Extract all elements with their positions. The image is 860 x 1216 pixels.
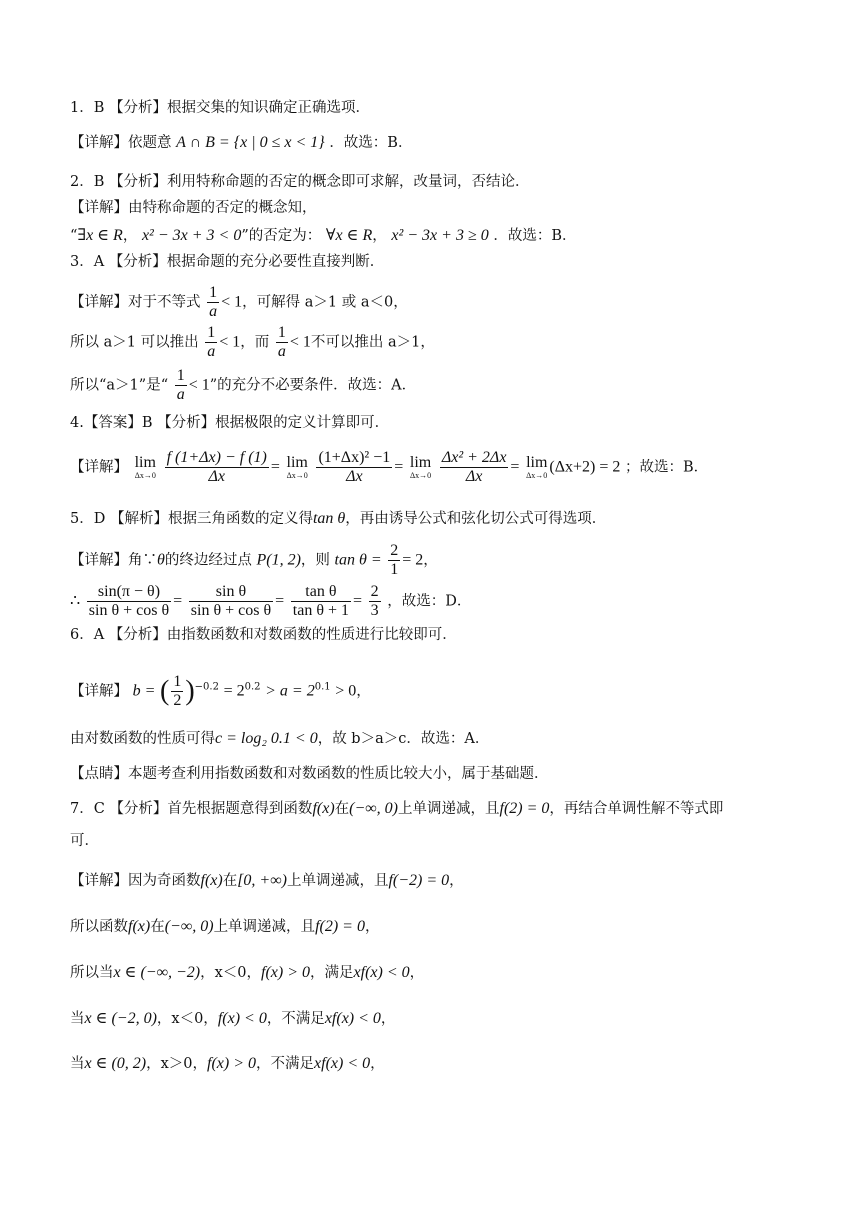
inequality-original: x² − 3x + 3 < 0 <box>141 227 242 244</box>
denominator: tan θ + 1 <box>292 602 350 619</box>
q5-analysis <box>70 509 606 529</box>
comma: ， <box>356 683 371 700</box>
q6-log-compare <box>70 729 489 749</box>
f-of-x-sign: f(x) > 0 <box>261 964 311 981</box>
log-expression: c = log₂ 0.1 < 0 <box>215 730 318 747</box>
q7-step-3 <box>70 1009 395 1029</box>
step-text-a: 所以当 <box>70 965 114 981</box>
gt-a-equals-2: > a = 2 <box>265 682 315 700</box>
equals: = <box>353 592 363 610</box>
exponent-0-1: 0.1 <box>314 681 331 693</box>
equals: = <box>270 458 280 476</box>
q4-detail-label: 【详解】 <box>70 459 128 476</box>
lim-sub: Δx→0 <box>409 471 432 480</box>
less-than-one: < 1 <box>219 333 241 351</box>
limit-3 <box>410 455 431 480</box>
exponent: −0.2 <box>194 681 219 693</box>
gt-zero: > 0 <box>335 682 357 700</box>
equals: = <box>275 592 285 610</box>
lim: lim <box>409 454 432 471</box>
q2-analysis: 2．B 【分析】利用特称命题的否定的概念即可求解，改量词，否结论． <box>70 174 530 190</box>
numerator: sin θ <box>215 583 247 600</box>
denominator: a <box>209 303 218 320</box>
conclusion-text: 所以“a＞1”是“ <box>70 377 169 394</box>
q7-analysis-cont: 可． <box>70 833 99 849</box>
comma: ， <box>370 1056 385 1072</box>
point-p: P(1, 2) <box>256 551 301 569</box>
limit-1 <box>135 455 156 480</box>
at-text: 在 <box>150 919 165 935</box>
q4-answer: ；故选：B． <box>625 459 709 476</box>
numerator: 1 <box>209 284 218 301</box>
fraction-1-over-a <box>205 324 217 361</box>
equals: = <box>394 458 404 476</box>
q2-detail: 【详解】由特称命题的否定的概念知， <box>70 200 317 216</box>
q5-computation <box>70 583 471 620</box>
satisfy-text: ，满足 <box>310 965 354 981</box>
xf-of-x: xf(x) < 0 <box>324 1010 381 1027</box>
q4-analysis: 4.【答案】B 【分析】根据极限的定义计算即可． <box>70 415 390 431</box>
xf-of-x: xf(x) < 0 <box>314 1055 371 1072</box>
comma: ， <box>423 552 438 569</box>
numerator: 2 <box>370 583 379 600</box>
numerator: 2 <box>390 542 399 559</box>
lim: lim <box>134 454 156 471</box>
xf-of-x: xf(x) < 0 <box>353 964 410 981</box>
denominator: a <box>176 386 185 403</box>
q6-answer: ，故 b＞a＞c．故选：A． <box>317 731 490 747</box>
then-text: ，则 <box>300 552 330 569</box>
denominator: Δx <box>440 467 509 486</box>
theta: θ <box>157 551 165 569</box>
x-in-interval: x ∈ (0, 2) <box>84 1055 147 1072</box>
q6-detail <box>70 673 371 710</box>
negation-text: ”的否定为： <box>241 228 322 244</box>
q7-step-2 <box>70 963 424 983</box>
therefore-symbol: ∴ <box>70 592 81 610</box>
denominator: Δx <box>316 467 392 486</box>
implication-text: 所以 a＞1 可以推出 <box>70 334 199 351</box>
numerator: tan θ <box>305 583 337 600</box>
left-paren: ( <box>160 675 170 707</box>
numerator: 1 <box>277 324 286 341</box>
q5-analysis-rest: ，再由诱导公式和弦化切公式可得选项． <box>345 511 607 527</box>
f-of-2: f(2) = 0 <box>315 918 365 935</box>
x-in-interval: x ∈ (−2, 0) <box>84 1010 157 1027</box>
non-implication-text: 不可以推出 a＞1， <box>310 334 435 351</box>
fraction-1-over-a <box>207 284 219 321</box>
limit-4 <box>526 455 547 480</box>
limit-result: (Δx+2) = 2 <box>549 458 621 476</box>
exists-x-in-r: ∃x ∈ R <box>77 227 123 244</box>
tan-theta: tan θ <box>312 510 346 527</box>
b-equals: b = <box>132 682 156 700</box>
sin-fraction-1 <box>87 583 171 620</box>
numerator: (1+Δx)² −1 <box>318 449 391 466</box>
decreasing-text: 上单调递减，且 <box>286 873 389 889</box>
step-text-a: 所以函数 <box>70 919 128 935</box>
limit-fraction-3 <box>440 449 509 486</box>
q1-detail-label: 【详解】依题意 <box>70 135 172 151</box>
q7-analysis <box>70 799 723 819</box>
step-text-a: 当 <box>70 1056 85 1072</box>
q2-negation: “∃x ∈ R， x² − 3x + 3 < 0”的否定为： ∀x ∈ R， x² − 3x + 3 ≥ 0 ．故选：B． <box>70 227 577 244</box>
numerator: 1 <box>173 673 182 690</box>
f-of-x: f(x) <box>128 918 151 935</box>
lim: lim <box>526 454 548 471</box>
forall-x-in-r: ∀x ∈ R <box>325 227 373 244</box>
comma: ， <box>364 919 380 935</box>
q6-detail-label: 【详解】 <box>70 683 128 700</box>
quote-open: “ <box>70 228 78 244</box>
equals: = <box>173 592 183 610</box>
equals-two: = 2 <box>402 551 424 569</box>
limit-fraction-2 <box>316 449 392 486</box>
q3-analysis: 3．A 【分析】根据命题的充分必要性直接判断． <box>70 254 385 270</box>
comma: ， <box>449 873 464 889</box>
f-of-x-sign: f(x) > 0 <box>207 1055 257 1072</box>
equals: = <box>510 458 520 476</box>
q5-answer: ，故选：D． <box>387 593 472 610</box>
denominator: 3 <box>370 602 379 619</box>
comma: ， <box>409 965 425 981</box>
denominator: 1 <box>390 561 399 578</box>
q3-answer: ”的充分不必要条件．故选：A． <box>209 377 417 394</box>
q7-text-a: 7．C 【分析】首先根据题意得到函数 <box>70 801 313 817</box>
q1-detail <box>70 133 412 153</box>
fraction-2-over-1 <box>388 542 400 579</box>
denominator: sin θ + cos θ <box>88 602 170 619</box>
q7-step-1 <box>70 917 379 937</box>
sin-fraction-2 <box>189 583 273 620</box>
not-satisfy-text: ，不满足 <box>266 1011 325 1027</box>
q6-comment: 【点睛】本题考查利用指数函数和对数函数的性质比较大小，属于基础题． <box>70 766 549 782</box>
fraction-1-over-a <box>175 367 187 404</box>
q3-detail <box>70 284 408 321</box>
q1-analysis: 1．B 【分析】根据交集的知识确定正确选项． <box>70 100 370 116</box>
numerator: Δx² + 2Δx <box>441 449 507 466</box>
f-of-2: f(2) = 0 <box>499 800 550 817</box>
f-of-x-sign: f(x) < 0 <box>217 1010 267 1027</box>
tan-fraction <box>291 583 351 620</box>
denominator: a <box>207 343 216 360</box>
numerator: 1 <box>176 367 185 384</box>
f-of-minus-2: f(−2) = 0 <box>388 872 450 889</box>
terminal-side-text: 的终边经过点 <box>164 552 252 569</box>
q5-detail <box>70 542 438 579</box>
q4-detail <box>70 449 708 486</box>
step-text-a: 当 <box>70 1011 85 1027</box>
q1-set-expression: A ∩ B = {x | 0 ≤ x < 1} <box>176 134 325 151</box>
numerator: 1 <box>207 324 216 341</box>
exponent-0-2: 0.2 <box>244 681 261 693</box>
q7-text-c: 上单调递减，且 <box>398 801 500 817</box>
equals-2: = 2 <box>223 682 245 700</box>
numerator: f (1+Δx) − f (1) <box>166 449 267 466</box>
numerator: sin(π − θ) <box>97 583 161 600</box>
log-text: 由对数函数的性质可得 <box>70 731 215 747</box>
q7-detail-label: 【详解】因为奇函数 <box>70 873 201 889</box>
right-paren: ) <box>185 675 195 707</box>
limit-fraction-1 <box>165 449 269 486</box>
q7-detail <box>70 871 464 891</box>
interval: [0, +∞) <box>237 872 287 889</box>
tan-theta-equals: tan θ = <box>334 551 382 569</box>
sign-text: ，x＜0， <box>200 965 262 981</box>
at-text: 在 <box>222 873 238 889</box>
q1-answer: ．故选：B． <box>329 135 413 151</box>
but-text: ，而 <box>240 334 270 351</box>
less-than-one: < 1 <box>289 333 311 351</box>
f-of-x: f(x) <box>200 872 223 889</box>
not-satisfy-text: ，不满足 <box>256 1056 315 1072</box>
fraction-2-over-3 <box>369 583 381 620</box>
sign-text: ，x＜0， <box>156 1011 218 1027</box>
lim-sub: Δx→0 <box>286 471 308 480</box>
denominator: 2 <box>173 692 182 709</box>
q7-text-b: 在 <box>334 801 350 817</box>
fraction-1-over-2 <box>171 673 183 710</box>
x-in-interval: x ∈ (−∞, −2) <box>113 964 201 981</box>
lim-sub: Δx→0 <box>526 471 548 480</box>
denominator: a <box>277 343 286 360</box>
sign-text: ，x＞0， <box>146 1056 208 1072</box>
lim: lim <box>286 454 308 471</box>
q6-analysis: 6．A 【分析】由指数函数和对数函数的性质进行比较即可． <box>70 627 457 643</box>
q3-solution: ，可解得 a＞1 或 a＜0， <box>242 294 408 311</box>
q3-detail-label: 【详解】对于不等式 <box>70 294 201 311</box>
q3-conclusion <box>70 367 416 404</box>
inequality-negated: x² − 3x + 3 ≥ 0 <box>391 227 489 244</box>
denominator: sin θ + cos θ <box>190 602 272 619</box>
q7-step-4 <box>70 1054 385 1074</box>
less-than-one: < 1 <box>188 376 210 394</box>
interval: (−∞, 0) <box>164 918 214 935</box>
decreasing-text: 上单调递减，且 <box>213 919 316 935</box>
q5-analysis-text: 5．D 【解析】根据三角函数的定义得 <box>70 511 313 527</box>
q7-text-d: ，再结合单调性解不等式即 <box>549 801 724 817</box>
q5-detail-label: 【详解】角∵ <box>70 552 157 569</box>
q2-answer: ．故选：B． <box>493 228 577 244</box>
interval: (−∞, 0) <box>349 800 398 817</box>
fraction-1-over-a <box>276 324 288 361</box>
f-of-x: f(x) <box>312 800 335 817</box>
q3-implication <box>70 324 435 361</box>
less-than-one: < 1 <box>221 293 243 311</box>
limit-2 <box>287 455 308 480</box>
denominator: Δx <box>165 467 269 486</box>
comma: ， <box>380 1011 396 1027</box>
lim-sub: Δx→0 <box>134 471 156 480</box>
